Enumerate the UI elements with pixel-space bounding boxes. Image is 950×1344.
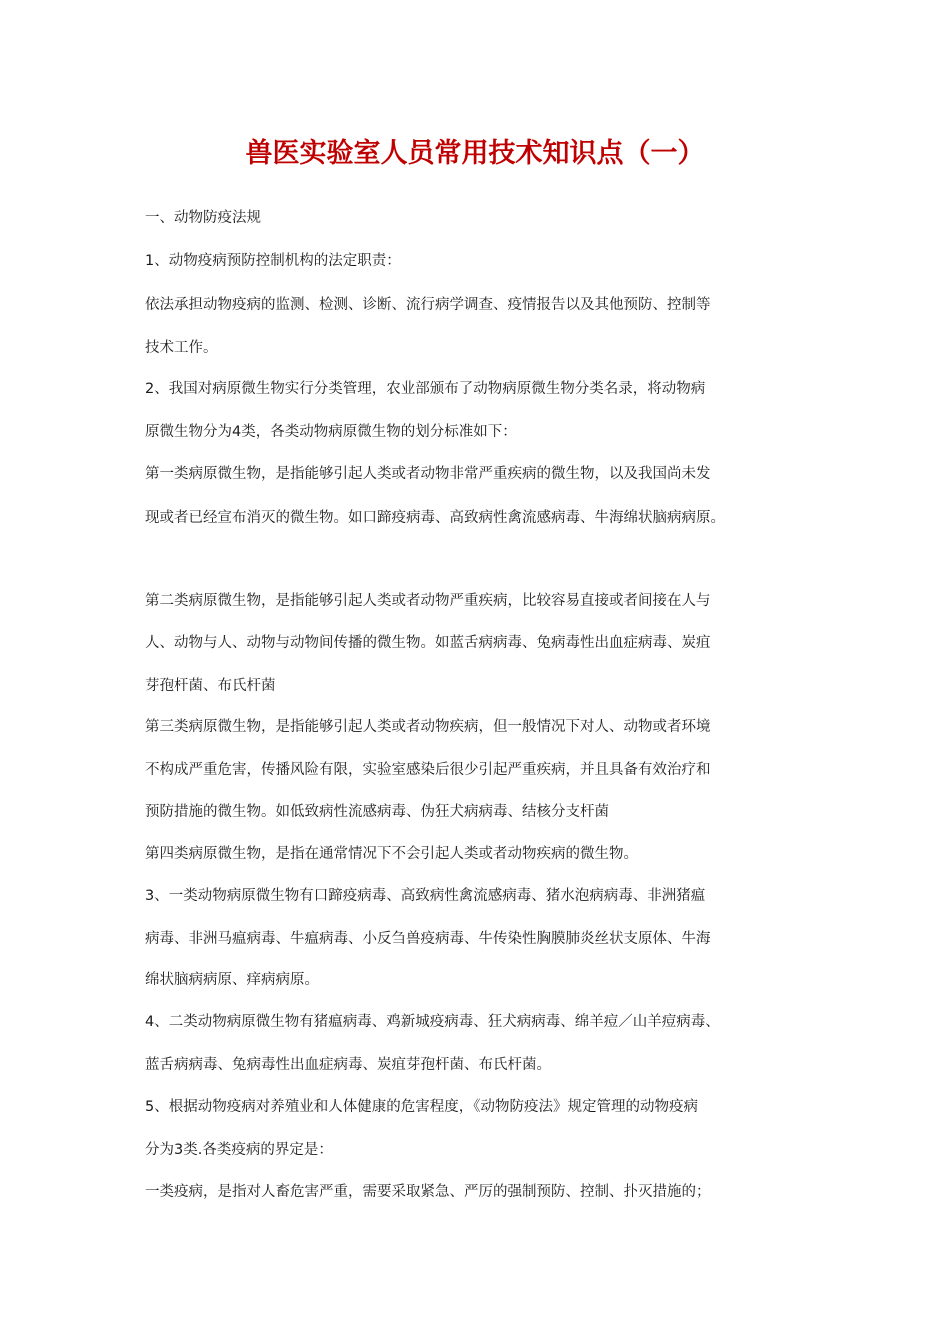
paragraph-line: 5、根据动物疫病对养殖业和人体健康的危害程度，《动物防疫法》规定管理的动物疫病: [145, 1099, 698, 1115]
paragraph-line: 4、二类动物病原微生物有猪瘟病毒、鸡新城疫病毒、狂犬病病毒、绵羊痘／山羊痘病毒、: [145, 1014, 720, 1030]
paragraph-line: 预防措施的微生物。如低致病性流感病毒、伪狂犬病病毒、结核分支杆菌: [145, 804, 609, 820]
paragraph-line: 第二类病原微生物，是指能够引起人类或者动物严重疾病，比较容易直接或者间接在人与: [145, 593, 711, 609]
paragraph-line: 原微生物分为4类，各类动物病原微生物的划分标准如下：: [145, 424, 517, 440]
paragraph-line: 现或者已经宣布消灭的微生物。如口蹄疫病毒、高致病性禽流感病毒、牛海绵状脑病病原。: [145, 510, 725, 526]
paragraph-line: 绵状脑病病原、痒病病原。: [145, 972, 319, 988]
paragraph-line: 第一类病原微生物，是指能够引起人类或者动物非常严重疾病的微生物，以及我国尚未发: [145, 466, 711, 482]
paragraph-line: 第四类病原微生物，是指在通常情况下不会引起人类或者动物疾病的微生物。: [145, 846, 638, 862]
paragraph-line: 依法承担动物疫病的监测、检测、诊断、流行病学调查、疫情报告以及其他预防、控制等: [145, 297, 711, 313]
paragraph-line: 分为3类.各类疫病的界定是：: [145, 1142, 333, 1158]
paragraph-line: 蓝舌病病毒、兔病毒性出血症病毒、炭疽芽孢杆菌、布氏杆菌。: [145, 1057, 551, 1073]
paragraph-line: 技术工作。: [145, 340, 218, 356]
paragraph-line: 芽孢杆菌、布氏杆菌: [145, 678, 276, 694]
paragraph-line: 不构成严重危害，传播风险有限，实验室感染后很少引起严重疾病，并且具备有效治疗和: [145, 762, 711, 778]
paragraph-line: 3、一类动物病原微生物有口蹄疫病毒、高致病性禽流感病毒、猪水泡病病毒、非洲猪瘟: [145, 888, 706, 904]
page-title: 兽医实验室人员常用技术知识点（一）: [245, 138, 705, 169]
paragraph-line: 2、我国对病原微生物实行分类管理，农业部颁布了动物病原微生物分类名录，将动物病: [145, 381, 706, 397]
paragraph-line: 人、动物与人、动物与动物间传播的微生物。如蓝舌病病毒、兔病毒性出血症病毒、炭疽: [145, 635, 711, 651]
paragraph-line: 1、动物疫病预防控制机构的法定职责：: [145, 253, 401, 269]
section-heading: 一、动物防疫法规: [145, 210, 261, 226]
paragraph-line: 病毒、非洲马瘟病毒、牛瘟病毒、小反刍兽疫病毒、牛传染性胸膜肺炎丝状支原体、牛海: [145, 931, 711, 947]
paragraph-line: 第三类病原微生物，是指能够引起人类或者动物疾病，但一般情况下对人、动物或者环境: [145, 719, 711, 735]
paragraph-line: 一类疫病，是指对人畜危害严重，需要采取紧急、严厉的强制预防、控制、扑灭措施的；: [145, 1184, 711, 1200]
